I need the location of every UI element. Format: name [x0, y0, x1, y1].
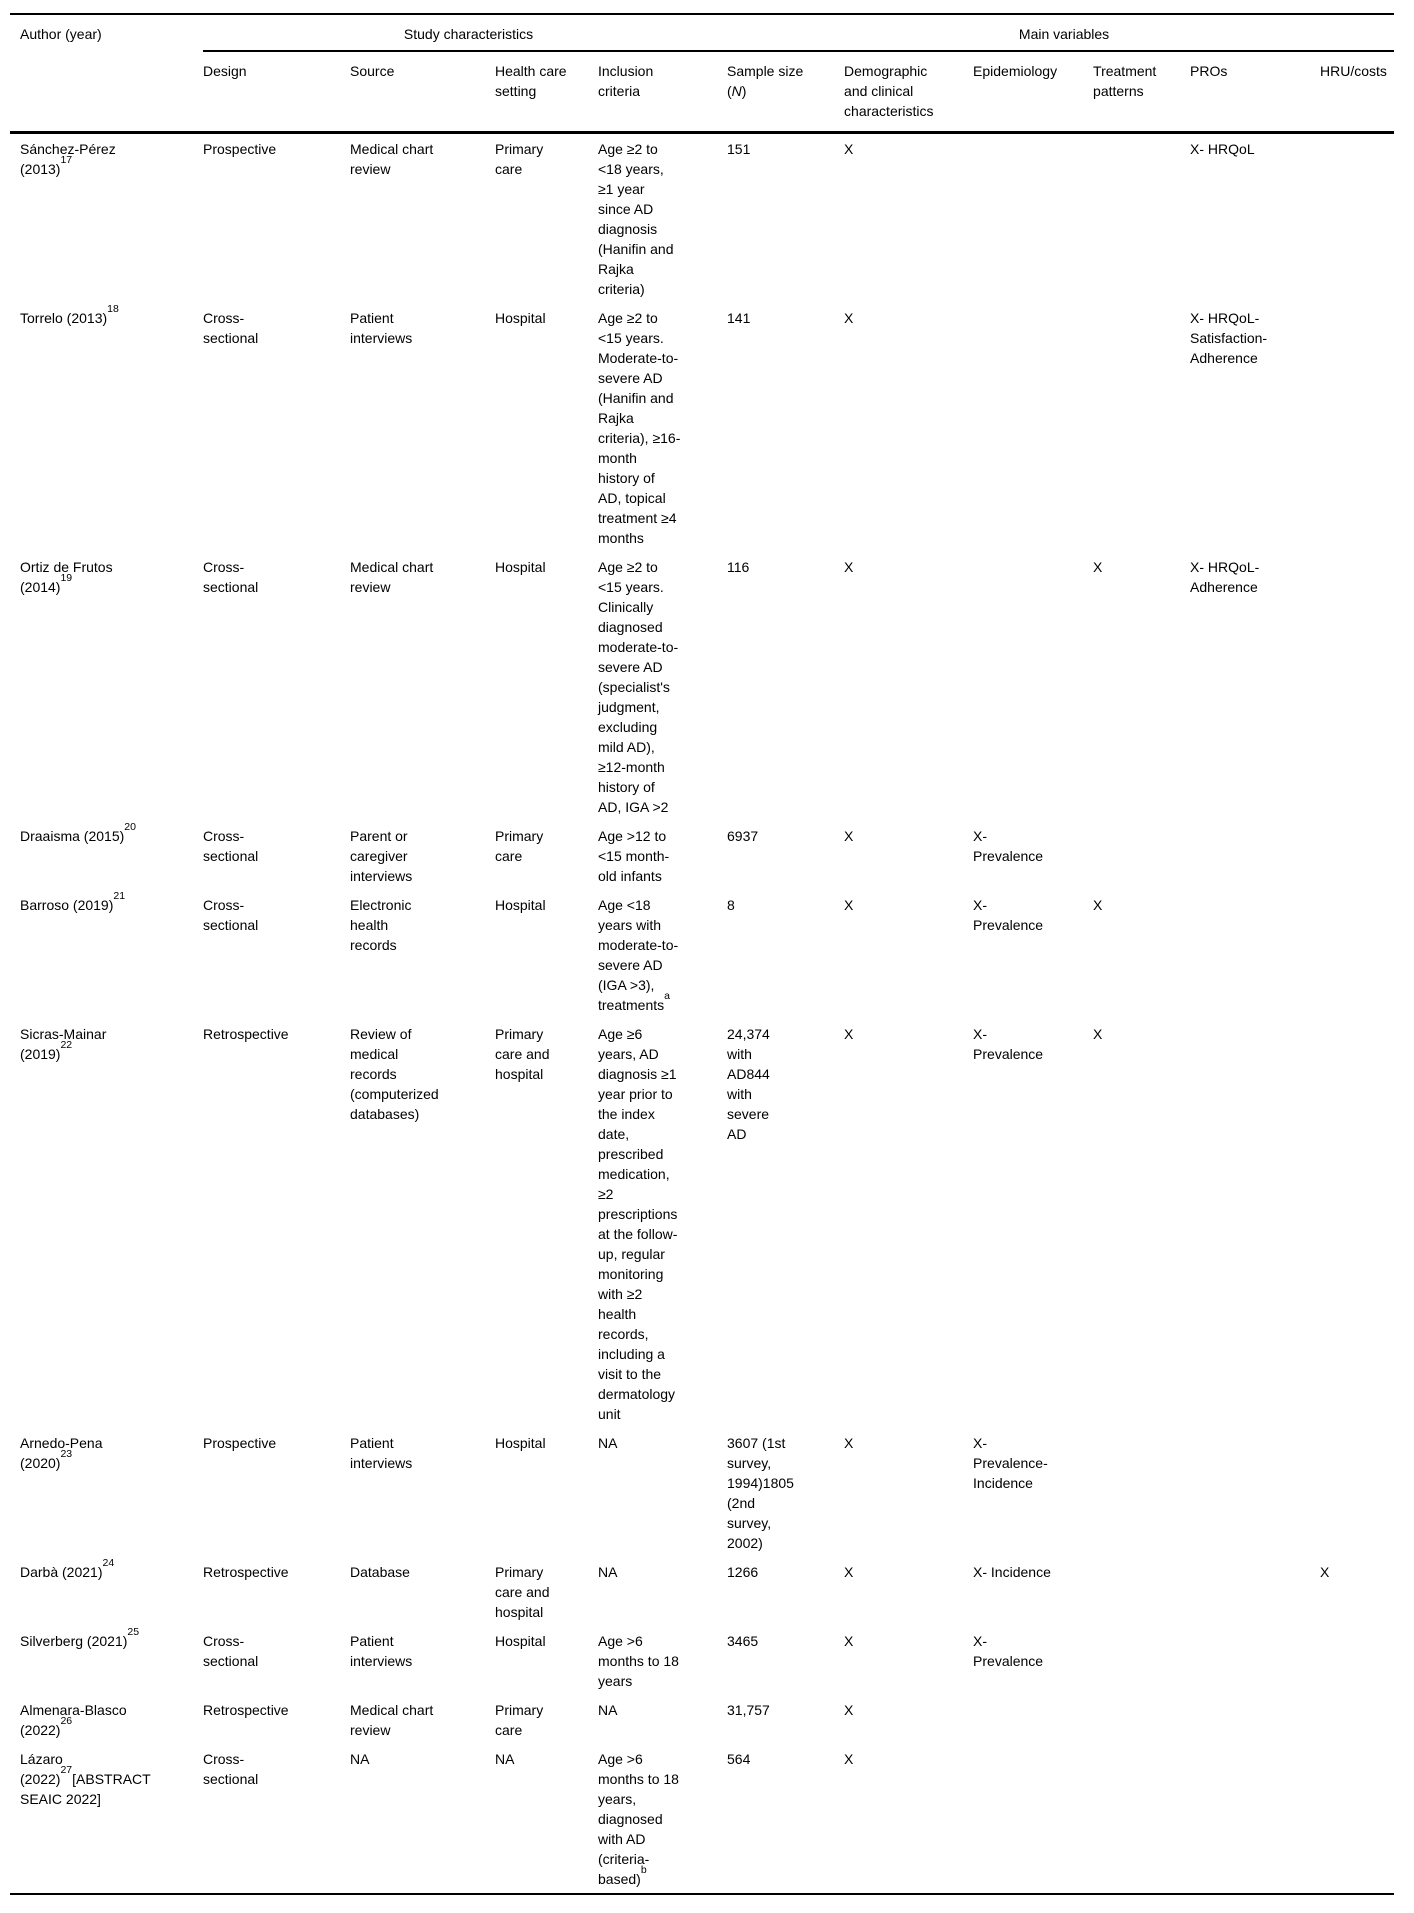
column-header-sample-size: Sample size (N) [727, 51, 844, 133]
cell-design: Cross-sectional [203, 897, 259, 933]
cell-sample-size: 8 [727, 897, 735, 913]
cell-pros [1190, 1626, 1320, 1695]
cell-sample-size: 3607 (1st survey, 1994)1805 (2nd survey, 2002) [727, 1435, 794, 1551]
cell-source: Database [350, 1564, 410, 1580]
cell-pros: X- HRQoL [1190, 141, 1255, 157]
table-row [10, 1626, 1394, 1695]
cell-sample-size: 151 [727, 141, 751, 157]
inclusion-text: Age >12 to <15 month-old infants [598, 828, 670, 884]
author-name: Arnedo-Pena (2020) [20, 1435, 103, 1471]
cell-design: Prospective [203, 1435, 277, 1451]
cell-health-care-setting: Hospital [495, 310, 546, 326]
column-header-pros: PROs [1190, 51, 1320, 133]
cell-author [10, 303, 203, 552]
cell-source: Patient interviews [350, 1633, 413, 1669]
cell-hru-costs [1320, 303, 1394, 552]
cell-treatment-patterns [1093, 1695, 1190, 1744]
cell-treatment-patterns: X [1093, 897, 1103, 913]
table-row [10, 1557, 1394, 1626]
cell-epidemiology [973, 1695, 1093, 1744]
cell-hru-costs [1320, 821, 1394, 890]
cell-author [10, 821, 203, 890]
cell-demographic: X [844, 1633, 854, 1649]
cell-pros [1190, 821, 1320, 890]
cell-design: Prospective [203, 141, 277, 157]
cell-pros: X- HRQoL- Satisfaction- Adherence [1190, 310, 1268, 366]
author-name: Draaisma (2015) [20, 828, 125, 844]
cell-hru-costs [1320, 552, 1394, 821]
reference-superscript: 26 [60, 1715, 73, 1728]
inclusion-text: NA [598, 1435, 618, 1451]
cell-treatment-patterns [1093, 1557, 1190, 1626]
author-suffix: [ABSTRACT SEAIC 2022] [20, 1771, 151, 1807]
cell-design: Cross-sectional [203, 559, 259, 595]
cell-demographic: X [844, 1702, 854, 1718]
cell-health-care-setting: Hospital [495, 559, 546, 575]
author-name: Almenara-Blasco (2022) [20, 1702, 127, 1738]
cell-epidemiology: X- Prevalence [973, 828, 1044, 864]
cell-hru-costs [1320, 1019, 1394, 1428]
cell-source: Patient interviews [350, 310, 413, 346]
cell-hru-costs [1320, 890, 1394, 1019]
cell-treatment-patterns [1093, 821, 1190, 890]
cell-demographic: X [844, 897, 854, 913]
cell-sample-size: 24,374 with AD844 with severe AD [727, 1026, 770, 1142]
reference-superscript: 23 [60, 1448, 73, 1461]
cell-design: Retrospective [203, 1026, 289, 1042]
cell-hru-costs [1320, 1428, 1394, 1557]
cell-inclusion-criteria [598, 552, 727, 821]
inclusion-text: Age >6 months to 18 years, diagnosed with AD (criteria-based) [598, 1751, 679, 1887]
table-row [10, 1695, 1394, 1744]
cell-health-care-setting: Primary care and hospital [495, 1564, 550, 1620]
cell-hru-costs [1320, 1744, 1394, 1894]
cell-inclusion-criteria [598, 1626, 727, 1695]
cell-inclusion-criteria [598, 303, 727, 552]
cell-hru-costs [1320, 133, 1394, 304]
author-name: Lázaro (2022) [20, 1751, 63, 1787]
author-name: Sicras-Mainar (2019) [20, 1026, 107, 1062]
author-name: Sánchez-Pérez (2013) [20, 141, 116, 177]
cell-pros [1190, 1557, 1320, 1626]
reference-superscript: 27 [60, 1764, 73, 1777]
column-header-health-care-setting: Health care setting [495, 51, 598, 133]
table-row [10, 1019, 1394, 1428]
cell-demographic: X [844, 141, 854, 157]
cell-demographic: X [844, 828, 854, 844]
cell-source: Medical chart review [350, 559, 434, 595]
table-body [10, 133, 1394, 1895]
cell-sample-size: 6937 [727, 828, 759, 844]
cell-health-care-setting: Hospital [495, 897, 546, 913]
cell-author [10, 1744, 203, 1894]
reference-superscript: 20 [124, 821, 136, 834]
cell-hru-costs [1320, 1695, 1394, 1744]
cell-inclusion-criteria [598, 821, 727, 890]
cell-pros [1190, 1695, 1320, 1744]
cell-health-care-setting: NA [495, 1751, 515, 1767]
cell-sample-size: 141 [727, 310, 751, 326]
author-name: Barroso (2019) [20, 897, 114, 913]
inclusion-text: Age ≥6 years, AD diagnosis ≥1 year prior to the index date, prescribed medication, ≥2 prescriptions at the follow-up, regular monitoring with ≥2 health records, including a visit to the dermatology unit [598, 1026, 678, 1422]
cell-treatment-patterns: X [1093, 559, 1103, 575]
column-header-design: Design [203, 51, 350, 133]
column-header-source: Source [350, 51, 495, 133]
cell-author [10, 552, 203, 821]
reference-superscript: 19 [60, 572, 73, 585]
cell-demographic: X [844, 1564, 854, 1580]
inclusion-text: NA [598, 1702, 618, 1718]
cell-treatment-patterns [1093, 1626, 1190, 1695]
column-header-hru-costs: HRU/costs [1320, 51, 1394, 133]
reference-superscript: 18 [107, 303, 119, 316]
cell-health-care-setting: Primary care [495, 828, 544, 864]
cell-inclusion-criteria [598, 133, 727, 304]
cell-author [10, 133, 203, 304]
cell-inclusion-criteria [598, 1428, 727, 1557]
cell-epidemiology: X- Prevalence [973, 1633, 1044, 1669]
cell-pros [1190, 1019, 1320, 1428]
cell-pros [1190, 890, 1320, 1019]
cell-source: Medical chart review [350, 1702, 434, 1738]
cell-source: NA [350, 1751, 370, 1767]
cell-inclusion-criteria [598, 1019, 727, 1428]
cell-epidemiology: X- Incidence [973, 1564, 1051, 1580]
cell-demographic: X [844, 1435, 854, 1451]
inclusion-text: Age >6 months to 18 years [598, 1633, 679, 1689]
cell-hru-costs: X [1320, 1564, 1330, 1580]
cell-author [10, 1695, 203, 1744]
cell-source: Parent or caregiver interviews [350, 828, 413, 884]
cell-pros [1190, 1744, 1320, 1894]
cell-author [10, 1557, 203, 1626]
cell-treatment-patterns [1093, 303, 1190, 552]
cell-design: Cross-sectional [203, 1751, 259, 1787]
table-row [10, 1428, 1394, 1557]
cell-source: Medical chart review [350, 141, 434, 177]
cell-demographic: X [844, 1026, 854, 1042]
cell-inclusion-criteria [598, 1557, 727, 1626]
cell-sample-size: 1266 [727, 1564, 759, 1580]
cell-sample-size: 3465 [727, 1633, 759, 1649]
cell-design: Cross-sectional [203, 310, 259, 346]
cell-treatment-patterns [1093, 1744, 1190, 1894]
cell-health-care-setting: Primary care [495, 1702, 544, 1738]
cell-epidemiology [973, 1744, 1093, 1894]
cell-epidemiology [973, 133, 1093, 304]
table-row [10, 1744, 1394, 1894]
column-header-treatment-patterns: Treatment patterns [1093, 51, 1190, 133]
cell-treatment-patterns [1093, 133, 1190, 304]
cell-inclusion-criteria [598, 1695, 727, 1744]
cell-demographic: X [844, 559, 854, 575]
cell-epidemiology [973, 303, 1093, 552]
cell-author [10, 1019, 203, 1428]
inclusion-text: Age ≥2 to <15 years. Moderate-to-severe AD (Hanifin and Rajka criteria), ≥16-month history of AD, topical treatment ≥4 months [598, 310, 681, 546]
cell-source: Patient interviews [350, 1435, 413, 1471]
cell-pros [1190, 1428, 1320, 1557]
cell-epidemiology [973, 552, 1093, 821]
column-header-row [10, 51, 1394, 133]
cell-treatment-patterns: X [1093, 1026, 1103, 1042]
cell-health-care-setting: Primary care and hospital [495, 1026, 550, 1082]
cell-health-care-setting: Hospital [495, 1633, 546, 1649]
inclusion-text: NA [598, 1564, 618, 1580]
spanner-main-variables: Main variables [844, 14, 1394, 51]
cell-demographic: X [844, 310, 854, 326]
cell-health-care-setting: Primary care [495, 141, 544, 177]
author-name: Torrelo (2013) [20, 310, 108, 326]
inclusion-text: Age ≥2 to <18 years, ≥1 year since AD diagnosis (Hanifin and Rajka criteria) [598, 141, 674, 297]
cell-sample-size: 116 [727, 559, 750, 575]
paper-table-page [0, 13, 1414, 1895]
author-name: Silverberg (2021) [20, 1633, 128, 1649]
table-header [10, 14, 1394, 133]
table-row [10, 890, 1394, 1019]
cell-design: Cross-sectional [203, 828, 259, 864]
spanner-row [10, 14, 1394, 51]
cell-author [10, 1428, 203, 1557]
reference-superscript: 24 [102, 1557, 115, 1570]
cell-hru-costs [1320, 1626, 1394, 1695]
cell-source: Electronic health records [350, 897, 412, 953]
reference-superscript: 17 [60, 154, 73, 167]
cell-epidemiology: X- Prevalence [973, 897, 1044, 933]
inclusion-text: Age <18 years with moderate-to-severe AD (IGA >3), treatments [598, 897, 679, 1013]
cell-inclusion-criteria [598, 890, 727, 1019]
table-row [10, 821, 1394, 890]
column-header-epidemiology: Epidemiology [973, 51, 1093, 133]
table-row [10, 552, 1394, 821]
inclusion-text: Age ≥2 to <15 years. Clinically diagnosed moderate-to-severe AD (specialist's judgment, excluding mild AD), ≥12-month history of AD, IGA >2 [598, 559, 679, 815]
footnote-superscript: a [664, 990, 670, 1003]
cell-health-care-setting: Hospital [495, 1435, 546, 1451]
author-name: Darbà (2021) [20, 1564, 103, 1580]
author-name: Ortiz de Frutos (2014) [20, 559, 113, 595]
cell-treatment-patterns [1093, 1428, 1190, 1557]
studies-table [10, 13, 1394, 1895]
column-header-inclusion-criteria: Inclusion criteria [598, 51, 727, 133]
footnote-superscript: b [640, 1864, 647, 1877]
column-header-demographic: Demographic and clinical characteristics [844, 51, 973, 133]
cell-source: Review of medical records (computerized databases) [350, 1026, 439, 1122]
cell-sample-size: 564 [727, 1751, 751, 1767]
cell-pros: X- HRQoL- Adherence [1190, 559, 1260, 595]
cell-design: Retrospective [203, 1702, 289, 1718]
reference-superscript: 25 [127, 1626, 140, 1639]
table-row [10, 303, 1394, 552]
italic-n: N [731, 83, 742, 99]
cell-author [10, 890, 203, 1019]
cell-sample-size: 31,757 [727, 1702, 770, 1718]
reference-superscript: 22 [60, 1039, 73, 1052]
cell-design: Cross-sectional [203, 1633, 259, 1669]
cell-design: Retrospective [203, 1564, 289, 1580]
cell-author [10, 1626, 203, 1695]
cell-demographic: X [844, 1751, 854, 1767]
cell-epidemiology: X- Prevalence- Incidence [973, 1435, 1048, 1491]
cell-epidemiology: X- Prevalence [973, 1026, 1044, 1062]
spanner-study-characteristics: Study characteristics [203, 14, 844, 51]
reference-superscript: 21 [113, 890, 126, 903]
column-header-author: Author (year) [10, 14, 203, 133]
table-row [10, 133, 1394, 304]
cell-inclusion-criteria [598, 1744, 727, 1894]
